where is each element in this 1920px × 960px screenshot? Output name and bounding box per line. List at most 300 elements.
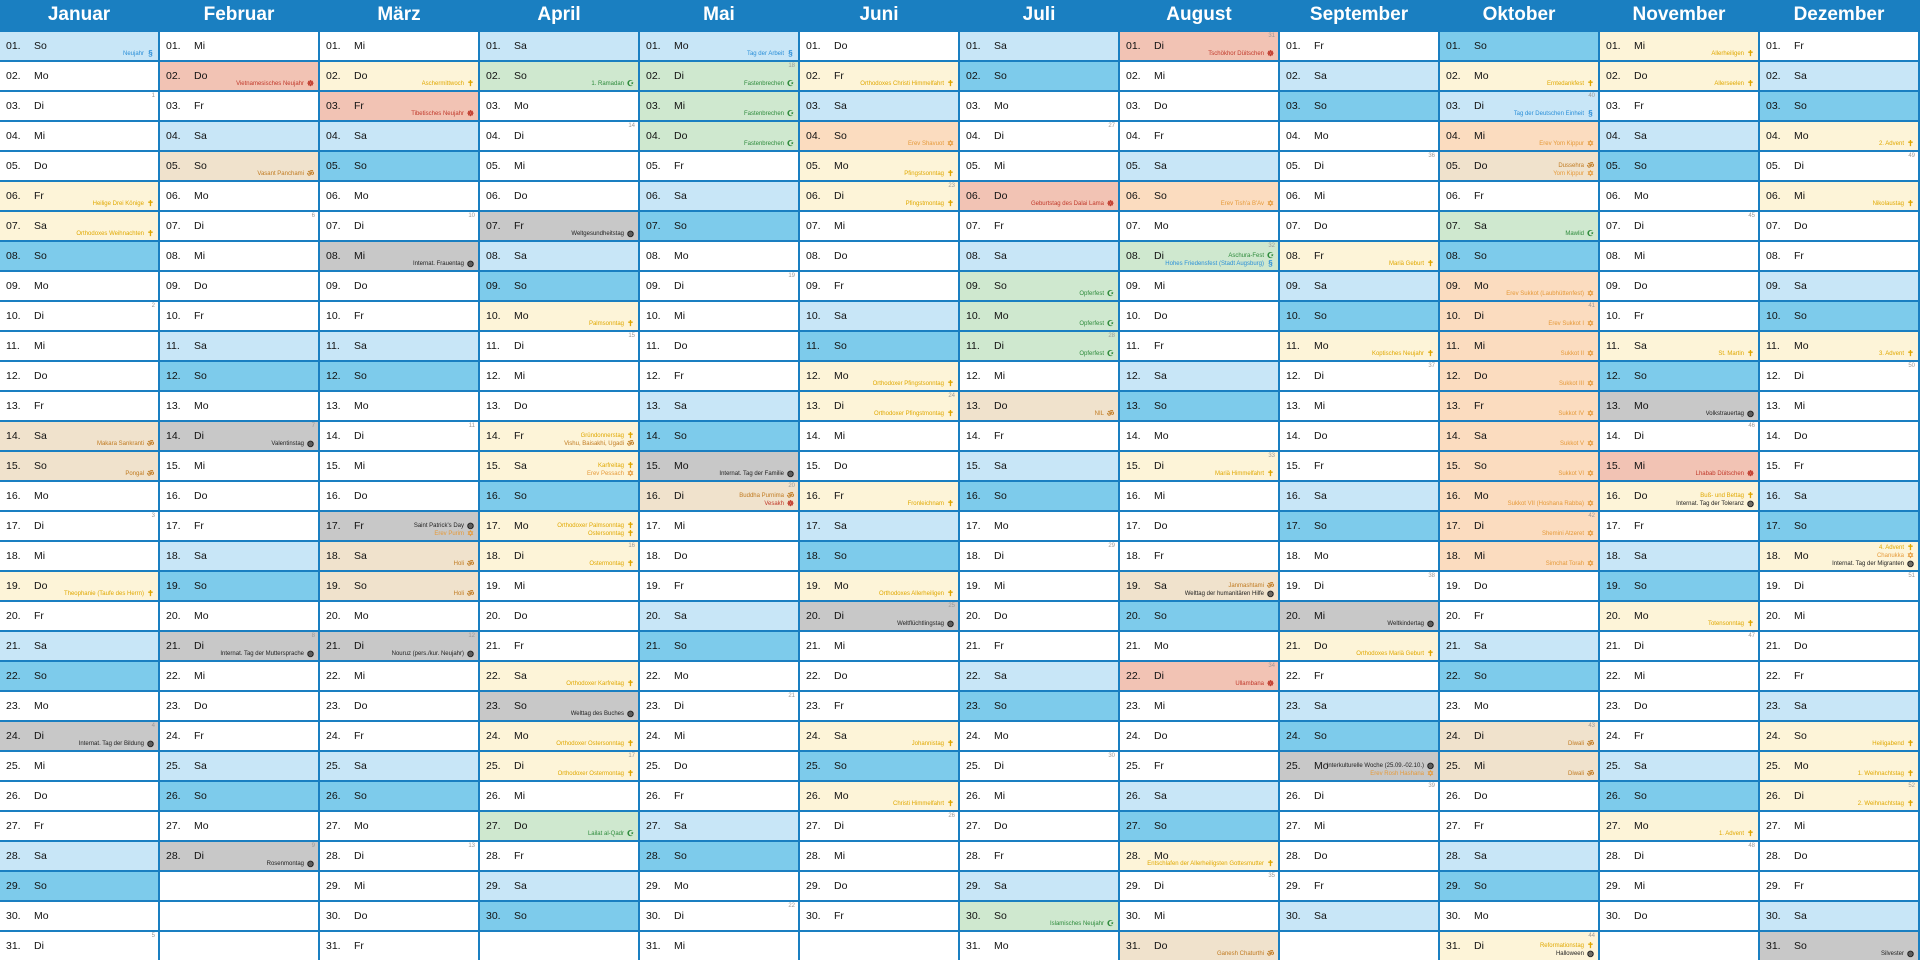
day-cell — [1280, 300, 1438, 330]
holiday-list — [1147, 860, 1275, 868]
holiday-label: Yom Kippur — [1553, 171, 1584, 177]
day-number: 07. — [806, 220, 821, 232]
day-cell — [160, 90, 318, 120]
day-cell — [1440, 450, 1598, 480]
holiday-list — [1160, 582, 1275, 598]
day-cell — [1120, 450, 1278, 480]
day-number: 30. — [6, 910, 21, 922]
day-number: 29. — [1446, 880, 1461, 892]
weekday-name: Di — [1634, 220, 1644, 232]
weekday-name: Fr — [1314, 670, 1324, 682]
weekday-name: Fr — [194, 520, 204, 532]
weekday-name: So — [1634, 160, 1647, 172]
day-cell — [480, 540, 638, 570]
cross-icon: ✝ — [1747, 830, 1754, 838]
globe-icon: ◍ — [627, 230, 634, 238]
day-cell — [800, 480, 958, 510]
day-number: 01. — [166, 40, 181, 52]
holiday-label: Holi — [453, 591, 464, 597]
day-cell — [320, 660, 478, 690]
day-number: 05. — [1766, 160, 1781, 172]
holiday-label: Fastenbrechen — [743, 111, 784, 117]
week-number: 11 — [468, 423, 475, 429]
day-number: 09. — [6, 280, 21, 292]
weekday-name: Di — [1634, 640, 1644, 652]
weekday-name: So — [354, 790, 367, 802]
week-number: 25 — [948, 603, 955, 609]
weekday-name: Mo — [1794, 760, 1809, 772]
holiday-list — [840, 380, 955, 388]
weekday-name: Mo — [674, 40, 689, 52]
day-cell — [960, 120, 1118, 150]
day-number: 04. — [806, 130, 821, 142]
weekday-name: Di — [994, 550, 1004, 562]
om-icon: ॐ — [1586, 740, 1595, 748]
day-cell — [160, 750, 318, 780]
day-cell — [1120, 150, 1278, 180]
day-number: 06. — [166, 190, 181, 202]
holiday-list — [1480, 440, 1595, 448]
day-cell — [1280, 600, 1438, 630]
day-cell — [1120, 480, 1278, 510]
weekday-name: Do — [994, 400, 1008, 412]
day-number: 13. — [806, 400, 821, 412]
day-number: 05. — [966, 160, 981, 172]
day-number: 11. — [6, 340, 20, 352]
day-cell — [1280, 390, 1438, 420]
week-number: 46 — [1748, 423, 1755, 429]
day-cell — [640, 270, 798, 300]
day-number: 03. — [1286, 100, 1301, 112]
weekday-name: Di — [34, 940, 44, 952]
om-icon: ॐ — [146, 440, 155, 448]
day-number: 02. — [6, 70, 21, 82]
weekday-name: Di — [194, 220, 204, 232]
day-cell — [640, 630, 798, 660]
day-number: 17. — [326, 520, 341, 532]
weekday-name: Do — [34, 160, 48, 172]
weekday-name: Sa — [1314, 910, 1327, 922]
day-cell — [1440, 270, 1598, 300]
day-number: 08. — [1606, 250, 1621, 262]
holiday-list — [40, 50, 155, 58]
day-cell — [160, 330, 318, 360]
day-cell — [480, 90, 638, 120]
day-number: 25. — [486, 760, 501, 772]
month-august — [1120, 0, 1278, 960]
holiday-entry — [1858, 800, 1915, 808]
day-cell — [320, 630, 478, 660]
day-cell — [320, 90, 478, 120]
weekday-name: Mo — [1634, 820, 1649, 832]
weekday-name: Mo — [674, 460, 689, 472]
holiday-label: Janmashtami — [1228, 583, 1264, 589]
weekday-name: Do — [674, 340, 688, 352]
month-header: Juli — [960, 0, 1118, 30]
day-number: 08. — [646, 250, 661, 262]
holiday-list — [1160, 680, 1275, 688]
day-cell — [480, 420, 638, 450]
weekday-name: Do — [194, 280, 208, 292]
day-number: 06. — [806, 190, 821, 202]
weekday-name: Mi — [514, 370, 526, 382]
day-number: 03. — [166, 100, 181, 112]
holiday-entry — [564, 440, 635, 448]
day-number: 30. — [806, 910, 821, 922]
day-number: 17. — [1286, 520, 1301, 532]
holiday-label: Orthodoxes Mariä Geburt — [1356, 651, 1424, 657]
holiday-entry — [1877, 552, 1915, 560]
day-number: 09. — [806, 280, 821, 292]
day-number: 21. — [1286, 640, 1301, 652]
weekday-name: Mo — [1314, 130, 1329, 142]
holiday-label: Pfingstsonntag — [904, 171, 944, 177]
holiday-entry — [1547, 80, 1595, 88]
empty-day-cell — [800, 930, 958, 960]
week-number: 29 — [1108, 543, 1115, 549]
weekday-name: Mi — [514, 160, 526, 172]
day-number: 24. — [1286, 730, 1301, 742]
weekday-name: Mi — [834, 430, 846, 442]
day-number: 25. — [1446, 760, 1461, 772]
day-number: 29. — [1126, 880, 1141, 892]
weekday-name: Mo — [1314, 340, 1329, 352]
day-number: 22. — [6, 670, 21, 682]
day-number: 25. — [806, 760, 821, 772]
day-number: 25. — [1286, 760, 1301, 772]
week-number: 18 — [788, 63, 795, 69]
day-number: 20. — [646, 610, 661, 622]
holiday-label: Ostersonntag — [587, 531, 624, 537]
day-cell — [0, 780, 158, 810]
day-cell — [960, 480, 1118, 510]
day-number: 20. — [486, 610, 501, 622]
holiday-list — [360, 560, 475, 568]
day-cell — [640, 330, 798, 360]
day-number: 03. — [326, 100, 341, 112]
day-number: 17. — [1126, 520, 1141, 532]
weekday-name: Fr — [514, 850, 524, 862]
weekday-name: Fr — [194, 310, 204, 322]
dharma-wheel-icon: ☸ — [1106, 200, 1115, 208]
day-number: 16. — [646, 490, 661, 502]
holiday-label: Makara Sankranti — [96, 441, 144, 447]
day-cell — [1760, 600, 1918, 630]
weekday-name: Mi — [1794, 610, 1806, 622]
day-cell — [1280, 840, 1438, 870]
day-number: 08. — [1286, 250, 1301, 262]
holiday-entry — [1370, 770, 1435, 778]
day-cell — [1600, 180, 1758, 210]
day-cell — [1760, 510, 1918, 540]
holiday-label: Tag der Deutschen Einheit — [1513, 111, 1584, 117]
weekday-name: Fr — [514, 640, 524, 652]
day-cell — [480, 450, 638, 480]
weekday-name: So — [1474, 250, 1487, 262]
holiday-entry — [1508, 500, 1595, 508]
day-number: 20. — [326, 610, 341, 622]
weekday-name: Mi — [674, 100, 686, 112]
day-cell — [480, 240, 638, 270]
weekday-name: Mi — [994, 580, 1006, 592]
day-cell — [1120, 630, 1278, 660]
weekday-name: Sa — [514, 670, 527, 682]
day-number: 13. — [1286, 400, 1301, 412]
weekday-name: Do — [1474, 580, 1488, 592]
day-cell — [800, 630, 958, 660]
day-number: 05. — [1286, 160, 1301, 172]
globe-icon: ◍ — [947, 620, 954, 628]
day-number: 02. — [966, 70, 981, 82]
day-number: 18. — [326, 550, 341, 562]
week-number: 12 — [468, 633, 475, 639]
day-cell — [160, 600, 318, 630]
day-number: 28. — [1446, 850, 1461, 862]
day-number: 26. — [6, 790, 21, 802]
month-header: Mai — [640, 0, 798, 30]
weekday-name: Di — [1314, 160, 1324, 172]
holiday-list — [520, 680, 635, 688]
globe-icon: ◍ — [1587, 950, 1594, 958]
day-number: 04. — [1606, 130, 1621, 142]
weekday-name: Sa — [194, 760, 207, 772]
day-number: 09. — [326, 280, 341, 292]
cross-icon: ✝ — [1907, 200, 1914, 208]
holiday-label: Mawlid — [1565, 231, 1584, 237]
holiday-list — [1800, 950, 1915, 958]
day-number: 05. — [6, 160, 21, 172]
holiday-entry — [1215, 470, 1275, 478]
weekday-name: So — [1314, 730, 1327, 742]
holiday-entry — [581, 432, 635, 440]
day-number: 10. — [1446, 310, 1461, 322]
weekday-name: So — [1794, 520, 1807, 532]
weekday-name: Fr — [514, 220, 524, 232]
day-number: 01. — [1286, 40, 1301, 52]
weekday-name: Sa — [1794, 490, 1807, 502]
holiday-label: Pongal — [125, 471, 144, 477]
holiday-entry — [588, 830, 635, 838]
holiday-entry — [1879, 350, 1915, 358]
day-cell — [800, 300, 958, 330]
weekday-name: So — [194, 370, 207, 382]
weekday-name: Mo — [1634, 190, 1649, 202]
weekday-name: Di — [34, 520, 44, 532]
weekday-name: Di — [34, 730, 44, 742]
day-cell — [800, 60, 958, 90]
weekday-name: Sa — [1154, 160, 1167, 172]
day-cell — [1280, 660, 1438, 690]
holiday-entry — [591, 80, 635, 88]
weekday-name: So — [1154, 820, 1167, 832]
day-number: 22. — [166, 670, 181, 682]
day-number: 19. — [1606, 580, 1621, 592]
weekday-name: So — [514, 910, 527, 922]
day-number: 26. — [486, 790, 501, 802]
weekday-name: Sa — [1634, 130, 1647, 142]
day-cell — [0, 900, 158, 930]
day-cell — [1120, 120, 1278, 150]
holiday-entry — [1208, 50, 1275, 58]
day-cell — [1440, 210, 1598, 240]
day-cell — [160, 30, 318, 60]
day-cell — [800, 120, 958, 150]
cross-icon: ✝ — [1907, 740, 1914, 748]
weekday-name: Di — [834, 400, 844, 412]
day-cell — [1280, 780, 1438, 810]
day-cell — [640, 660, 798, 690]
weekday-name: Do — [1634, 910, 1648, 922]
cross-icon: ✝ — [947, 590, 954, 598]
day-number: 08. — [806, 250, 821, 262]
day-cell — [1440, 900, 1598, 930]
day-cell — [960, 780, 1118, 810]
week-number: 48 — [1748, 843, 1755, 849]
day-number: 21. — [646, 640, 661, 652]
week-number: 35 — [1268, 873, 1275, 879]
day-cell — [960, 570, 1118, 600]
weekday-name: Do — [34, 580, 48, 592]
holiday-label: Orthodoxer Pfingstsonntag — [872, 381, 944, 387]
day-cell — [1760, 480, 1918, 510]
day-cell — [960, 390, 1118, 420]
day-number: 28. — [326, 850, 341, 862]
month-märz — [320, 0, 478, 960]
month-september — [1280, 0, 1438, 960]
day-number: 05. — [806, 160, 821, 172]
star-of-david-icon: ✡ — [1587, 350, 1594, 358]
weekday-name: Do — [354, 280, 368, 292]
day-number: 17. — [486, 520, 501, 532]
weekday-name: Mo — [34, 280, 49, 292]
day-number: 12. — [6, 370, 21, 382]
holiday-label: Allerseelen — [1714, 81, 1744, 87]
day-number: 22. — [646, 670, 661, 682]
weekday-name: Mo — [1154, 850, 1169, 862]
day-number: 13. — [646, 400, 661, 412]
weekday-name: Fr — [354, 100, 364, 112]
day-cell — [160, 60, 318, 90]
weekday-name: Di — [674, 70, 684, 82]
weekday-name: Mi — [674, 730, 686, 742]
month-header: April — [480, 0, 638, 30]
weekday-name: Mi — [674, 940, 686, 952]
day-cell — [1440, 150, 1598, 180]
holiday-entry — [1706, 410, 1755, 418]
day-cell — [640, 540, 798, 570]
weekday-name: Mi — [1474, 340, 1486, 352]
day-cell — [320, 120, 478, 150]
day-cell — [320, 390, 478, 420]
weekday-name: Do — [1474, 370, 1488, 382]
holiday-label: Erev Pessach — [586, 471, 624, 477]
day-number: 21. — [966, 640, 981, 652]
weekday-name: Di — [194, 640, 204, 652]
day-number: 04. — [1126, 130, 1141, 142]
day-number: 21. — [1446, 640, 1461, 652]
weekday-name: Mi — [34, 130, 46, 142]
day-cell — [320, 840, 478, 870]
day-number: 25. — [966, 760, 981, 772]
day-cell — [1600, 390, 1758, 420]
weekday-name: Sa — [1794, 280, 1807, 292]
day-cell — [1600, 210, 1758, 240]
weekday-name: So — [34, 670, 47, 682]
weekday-name: Fr — [1794, 670, 1804, 682]
cross-icon: ✝ — [627, 320, 634, 328]
holiday-list — [840, 200, 955, 208]
day-number: 06. — [1126, 190, 1141, 202]
day-cell — [1440, 810, 1598, 840]
weekday-name: Mi — [834, 220, 846, 232]
day-cell — [1120, 930, 1278, 960]
weekday-name: Fr — [514, 430, 524, 442]
holiday-label: Orthodoxer Ostermontag — [557, 771, 624, 777]
day-cell — [320, 180, 478, 210]
weekday-name: Do — [1474, 790, 1488, 802]
day-cell — [0, 840, 158, 870]
star-of-david-icon: ✡ — [1587, 140, 1594, 148]
day-cell — [320, 300, 478, 330]
holiday-entry — [1568, 740, 1595, 748]
day-cell — [960, 870, 1118, 900]
day-number: 19. — [1446, 580, 1461, 592]
weekday-name: Mi — [1794, 400, 1806, 412]
holiday-entry — [1050, 920, 1115, 928]
weekday-name: Mo — [1794, 130, 1809, 142]
day-cell — [160, 690, 318, 720]
weekday-name: Sa — [1314, 490, 1327, 502]
weekday-name: Di — [1794, 580, 1804, 592]
day-cell — [1120, 90, 1278, 120]
day-number: 24. — [166, 730, 181, 742]
holiday-label: Halloween — [1555, 951, 1584, 957]
weekday-name: Sa — [194, 340, 207, 352]
day-number: 09. — [1126, 280, 1141, 292]
month-april — [480, 0, 638, 960]
week-number: 34 — [1268, 663, 1275, 669]
weekday-name: So — [1474, 40, 1487, 52]
day-cell — [1760, 90, 1918, 120]
day-number: 19. — [966, 580, 981, 592]
weekday-name: Sa — [1154, 790, 1167, 802]
day-number: 07. — [1606, 220, 1621, 232]
day-cell — [0, 720, 158, 750]
day-number: 28. — [1606, 850, 1621, 862]
day-number: 12. — [1126, 370, 1141, 382]
day-number: 21. — [806, 640, 821, 652]
weekday-name: Sa — [834, 730, 847, 742]
day-cell — [640, 390, 798, 420]
weekday-name: Mi — [1154, 280, 1166, 292]
holiday-label: Palmsonntag — [588, 321, 624, 327]
day-cell — [320, 480, 478, 510]
weekday-name: Mo — [674, 670, 689, 682]
day-number: 27. — [1766, 820, 1781, 832]
day-cell — [640, 810, 798, 840]
day-cell — [320, 150, 478, 180]
day-number: 08. — [486, 250, 501, 262]
om-icon: ॐ — [1586, 162, 1595, 170]
day-cell — [640, 30, 798, 60]
day-cell — [480, 390, 638, 420]
day-cell — [1440, 840, 1598, 870]
holiday-entry — [1217, 950, 1275, 958]
day-cell — [1600, 120, 1758, 150]
empty-day-cell — [480, 930, 638, 960]
day-cell — [1440, 420, 1598, 450]
weekday-name: Do — [834, 460, 848, 472]
